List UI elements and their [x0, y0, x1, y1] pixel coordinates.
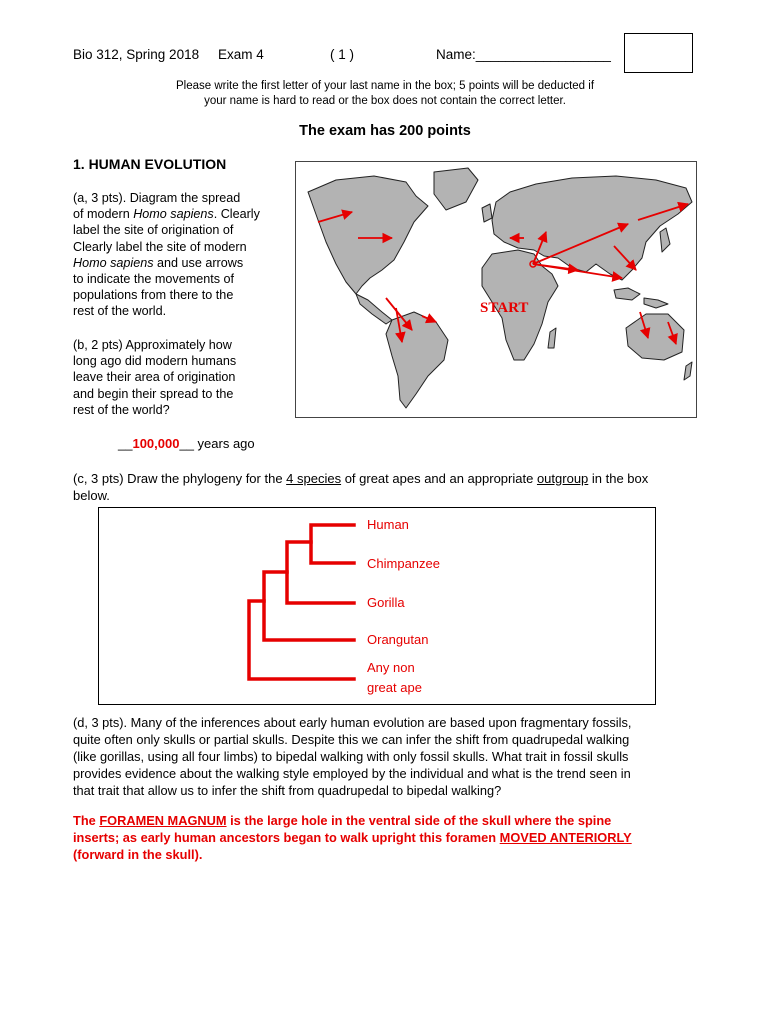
- page-number: ( 1 ): [330, 47, 355, 62]
- world-map: [295, 161, 697, 418]
- branch-human-chimp: [311, 525, 354, 563]
- question-b-line: long ago did modern humans: [73, 354, 237, 369]
- answer-blank: __ years ago: [179, 436, 255, 451]
- question-b-line: leave their area of origination: [73, 370, 236, 385]
- islands-southeast-asia: [614, 288, 668, 308]
- branch-orangutan: [264, 572, 354, 640]
- taxon-label-human: Human: [367, 517, 409, 532]
- answer-d-line: (forward in the skull).: [73, 847, 203, 862]
- question-b-line: (b, 2 pts) Approximately how: [73, 338, 232, 352]
- text-run: inserts; as early human ancestors began to walk upright this foramen: [73, 830, 500, 845]
- name-field-label: Name:__________________: [436, 47, 611, 62]
- question-d-line: (like gorillas, using all four limbs) to bipedal walking with only fossil skulls. What trait in fossil skulls: [73, 749, 629, 764]
- taxon-label-chimpanzee: Chimpanzee: [367, 556, 440, 571]
- answer-b: [118, 436, 255, 451]
- initial-box[interactable]: [624, 33, 693, 73]
- question-d-line: quite often only skulls or partial skulls. Despite this we can infer the shift from quadrupedal walking: [73, 732, 630, 747]
- start-label: START: [480, 300, 529, 316]
- branch-gorilla: [287, 542, 354, 603]
- text-run: of great apes and an appropriate: [341, 471, 537, 486]
- answer-b-value: 100,000: [132, 436, 180, 451]
- answer-d-line: [73, 812, 693, 829]
- underlined-term: outgroup: [536, 471, 589, 486]
- question-a-line: (a, 3 pts). Diagram the spread: [73, 191, 241, 205]
- answer-d: [73, 812, 693, 863]
- exam-label: Exam 4: [218, 47, 264, 62]
- phylogeny-box: [98, 507, 656, 705]
- question-b-line: rest of the world?: [73, 402, 170, 417]
- total-points: The exam has 200 points: [299, 123, 471, 139]
- answer-term: MOVED ANTERIORLY: [499, 830, 632, 845]
- instructions: [0, 79, 770, 109]
- question-a-line: Clearly label the site of modern: [73, 239, 247, 254]
- island-britain: [482, 204, 492, 222]
- text-run: The: [73, 813, 100, 828]
- question-a-line: [73, 255, 293, 271]
- outgroup-label-line-2: great ape: [367, 680, 422, 695]
- phylogeny-tree: [99, 508, 655, 704]
- taxon-label-orangutan: Orangutan: [367, 632, 429, 647]
- question-a-line: label the site of origination of: [73, 223, 234, 238]
- text-run: in the box: [588, 471, 649, 486]
- course-label: Bio 312, Spring 2018: [73, 47, 200, 62]
- instructions-line-2: your name is hard to read or the box does not contain the correct letter.: [204, 95, 566, 107]
- continent-south-america: [386, 312, 448, 408]
- text-run: (c, 3 pts) Draw the phylogeny for the: [73, 471, 287, 486]
- world-map-drawing: [296, 162, 696, 417]
- island-new-zealand: [684, 362, 692, 380]
- island-japan: [660, 228, 670, 252]
- section-title: 1. HUMAN EVOLUTION: [73, 156, 227, 172]
- instructions-line-1: Please write the first letter of your last name in the box; 5 points will be deducted if: [175, 80, 595, 92]
- question-a-line: rest of the world.: [73, 304, 167, 319]
- question-d-line: provides evidence about the walking style employed by the individual and what is the trend seen in: [73, 766, 631, 781]
- question-c: [73, 470, 703, 504]
- answer-term: FORAMEN MAGNUM: [99, 813, 227, 828]
- outgroup-label-line-1: Any non: [367, 660, 415, 675]
- text-run: . Clearly: [213, 207, 260, 222]
- question-c-line: below.: [73, 488, 110, 503]
- continent-north-america: [308, 176, 428, 294]
- continent-australia: [626, 314, 684, 360]
- question-a-line: to indicate the movements of: [73, 272, 235, 287]
- answer-d-line: [73, 829, 693, 846]
- taxon-label-gorilla: Gorilla: [367, 595, 405, 610]
- text-run: of modern: [73, 207, 134, 222]
- question-b: [73, 337, 293, 418]
- question-d-line: (d, 3 pts). Many of the inferences about early human evolution are based upon fragmentary fossils,: [73, 715, 632, 730]
- species-name: Homo sapiens: [73, 255, 154, 270]
- question-d: [73, 714, 713, 799]
- answer-blank: __: [118, 436, 133, 451]
- question-d-line: that trait that allow us to infer the shift from quadrupedal to bipedal walking?: [73, 783, 502, 798]
- question-a-line: populations from there to the: [73, 288, 234, 303]
- text-run: is the large hole in the ventral side of the skull where the spine: [226, 813, 612, 828]
- continent-greenland: [434, 168, 478, 210]
- text-run: and use arrows: [153, 255, 244, 270]
- question-a: [73, 190, 293, 320]
- species-name: Homo sapiens: [133, 207, 214, 222]
- question-b-line: and begin their spread to the: [73, 386, 234, 401]
- question-c-line: [73, 470, 703, 487]
- underlined-term: 4 species: [286, 471, 342, 486]
- question-a-line: [73, 206, 293, 222]
- island-madagascar: [548, 328, 556, 348]
